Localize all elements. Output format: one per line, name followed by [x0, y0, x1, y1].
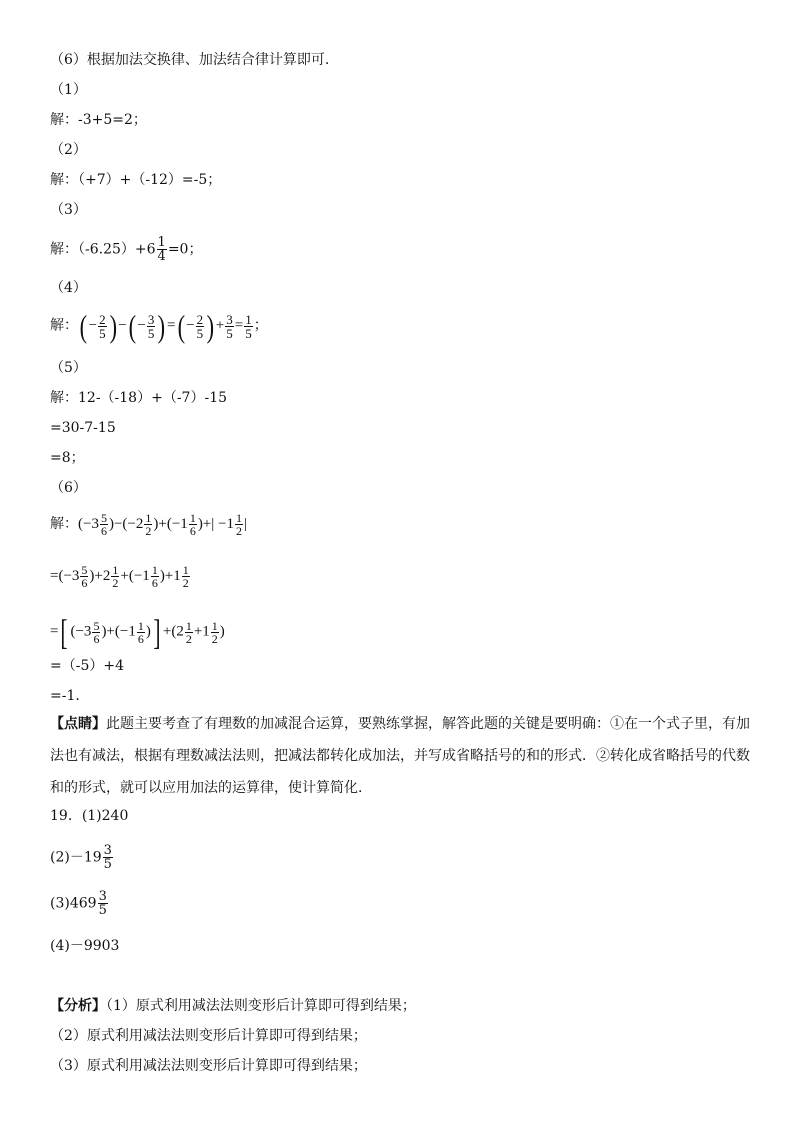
- solution-line: [50, 564, 191, 589]
- fraction: [196, 313, 205, 340]
- numerator: 5: [100, 511, 107, 525]
- part-label: （2）: [50, 142, 87, 158]
- answer-prefix: (3)469: [50, 895, 97, 912]
- denominator: 2: [235, 524, 242, 538]
- op: =: [167, 317, 176, 334]
- numerator: 2: [196, 311, 204, 327]
- fraction: [182, 564, 190, 589]
- denominator: 6: [100, 524, 107, 538]
- denominator: 5: [98, 903, 107, 918]
- fraction: [98, 890, 108, 917]
- part-label: （1）: [50, 82, 87, 98]
- term: ): [145, 623, 151, 640]
- answer-line: [50, 844, 114, 871]
- numerator: 1: [151, 563, 158, 577]
- text-line: （6）根据加法交换律、加法结合律计算即可.: [50, 52, 330, 68]
- fraction: [244, 313, 253, 340]
- op: −: [118, 317, 127, 334]
- analysis-tag: 【分析】: [50, 998, 106, 1014]
- solution-line: [50, 310, 268, 342]
- op: −: [88, 317, 98, 334]
- fraction: [147, 313, 156, 340]
- denominator: 5: [147, 325, 155, 341]
- numerator: 1: [189, 511, 196, 525]
- term: =: [50, 623, 59, 640]
- term: |: [243, 515, 247, 532]
- part-label: （6）: [50, 480, 87, 496]
- fraction: [235, 512, 243, 537]
- denominator: 2: [145, 524, 152, 538]
- bracket: [: [60, 612, 69, 652]
- fraction: [225, 313, 234, 340]
- fraction: [80, 564, 88, 589]
- paren: ): [109, 308, 117, 344]
- fraction: [98, 313, 107, 340]
- fraction: [151, 564, 159, 589]
- solution-line: 解：（+7）+（-12）=-5；: [50, 172, 222, 188]
- numerator: 3: [98, 889, 107, 904]
- denominator: 5: [103, 857, 112, 872]
- answer-line: 19．(1)240: [50, 808, 129, 824]
- term: )+1: [159, 567, 181, 584]
- solution-line: 解：-3+5=2；: [50, 112, 147, 128]
- answer-line: [50, 890, 109, 917]
- term: )+| −1: [197, 515, 234, 532]
- solution-line: =（-5）+4: [50, 658, 125, 674]
- part-label: （5）: [50, 360, 87, 376]
- fraction: [92, 620, 100, 645]
- term: (−3: [70, 623, 92, 640]
- fraction: [185, 620, 193, 645]
- bracket: ]: [153, 612, 161, 652]
- denominator: 2: [211, 631, 218, 646]
- numerator: 1: [112, 563, 119, 577]
- paren: ): [206, 308, 215, 344]
- numerator: 1: [182, 563, 189, 577]
- numerator: 5: [81, 563, 88, 577]
- denominator: 2: [112, 576, 119, 590]
- numerator: 1: [137, 618, 144, 633]
- answer-line: (4)－9903: [50, 938, 120, 954]
- part-label: （4）: [50, 280, 87, 296]
- solution-line: =8；: [50, 450, 85, 466]
- comment-paragraph: [50, 708, 755, 804]
- numerator: 1: [145, 511, 152, 525]
- numerator: 1: [245, 311, 252, 327]
- fraction: [211, 620, 219, 645]
- paren: (: [128, 308, 136, 344]
- numerator: 3: [147, 311, 155, 327]
- solution-prefix: 解：（-6.25）+6: [50, 241, 156, 258]
- fraction: [103, 844, 113, 871]
- numerator: 1: [185, 618, 192, 633]
- solution-line: =30-7-15: [50, 420, 116, 436]
- fraction: [144, 512, 152, 537]
- op: −: [137, 317, 146, 334]
- op: +: [215, 317, 225, 334]
- paren: (: [79, 308, 88, 344]
- numerator: 1: [157, 235, 166, 250]
- denominator: 4: [157, 249, 166, 264]
- solution-line: 解：12-（-18）+（-7）-15: [50, 390, 228, 406]
- solution-line: [50, 236, 202, 263]
- fraction: [189, 512, 197, 537]
- fraction: [157, 236, 167, 263]
- numerator: 3: [226, 311, 233, 327]
- analysis-line: （2）原式利用减法法则变形后计算即可得到结果；: [50, 1028, 367, 1044]
- denominator: 6: [93, 631, 100, 646]
- comment-text: 此题主要考查了有理数的加减混合运算，要熟练掌握，解答此题的关键是要明确：①在一个式子里，有加法也有减法，根据有理数减法法则，把减法都转化成加法，并写成省略括号的和的形式．②转化成省略括号的代数和的形式，就可以应用加法的运算律，使计算简化.: [50, 716, 750, 796]
- denominator: 5: [99, 325, 106, 341]
- part-label: （3）: [50, 202, 87, 218]
- fraction: [137, 620, 145, 645]
- denominator: 2: [182, 576, 189, 590]
- numerator: 2: [99, 311, 106, 327]
- op: =: [234, 317, 244, 334]
- term: (−3: [78, 515, 99, 532]
- solution-prefix: 解：: [50, 515, 78, 532]
- denominator: 5: [226, 325, 233, 341]
- analysis-text: （1）原式利用减法法则变形后计算即可得到结果；: [106, 998, 416, 1014]
- solution-line: =-1.: [50, 688, 80, 704]
- term: )+(−1: [101, 623, 136, 640]
- solution-line: [50, 512, 247, 537]
- denominator: 5: [245, 325, 252, 341]
- fraction: [100, 512, 108, 537]
- paren: (: [177, 308, 185, 344]
- solution-suffix: =0；: [167, 241, 203, 258]
- numerator: 3: [103, 843, 112, 858]
- numerator: 5: [93, 618, 100, 633]
- analysis-line: [50, 996, 416, 1016]
- term: +(2: [162, 623, 184, 640]
- term: +1: [193, 623, 210, 640]
- comment-tag: 【点睛】: [50, 716, 106, 732]
- numerator: 1: [211, 618, 218, 633]
- term: +(−1: [120, 567, 150, 584]
- answer-prefix: (2)－19: [50, 849, 102, 866]
- denominator: 6: [151, 576, 158, 590]
- denominator: 6: [189, 524, 196, 538]
- fraction: [111, 564, 119, 589]
- term: )+2: [89, 567, 111, 584]
- op: −: [186, 317, 195, 334]
- term: ): [219, 623, 225, 640]
- analysis-line: （3）原式利用减法法则变形后计算即可得到结果；: [50, 1058, 367, 1074]
- term: )+(−1: [153, 515, 188, 532]
- denominator: 6: [81, 576, 88, 590]
- term: =(−3: [50, 567, 80, 584]
- denominator: 6: [137, 631, 144, 646]
- denominator: 2: [185, 631, 192, 646]
- solution-prefix: 解：: [50, 317, 78, 334]
- numerator: 1: [235, 511, 242, 525]
- denominator: 5: [196, 325, 204, 341]
- term: )−(−2: [108, 515, 144, 532]
- semicolon: ；: [253, 317, 268, 334]
- paren: ): [157, 308, 166, 344]
- solution-line: [50, 614, 225, 650]
